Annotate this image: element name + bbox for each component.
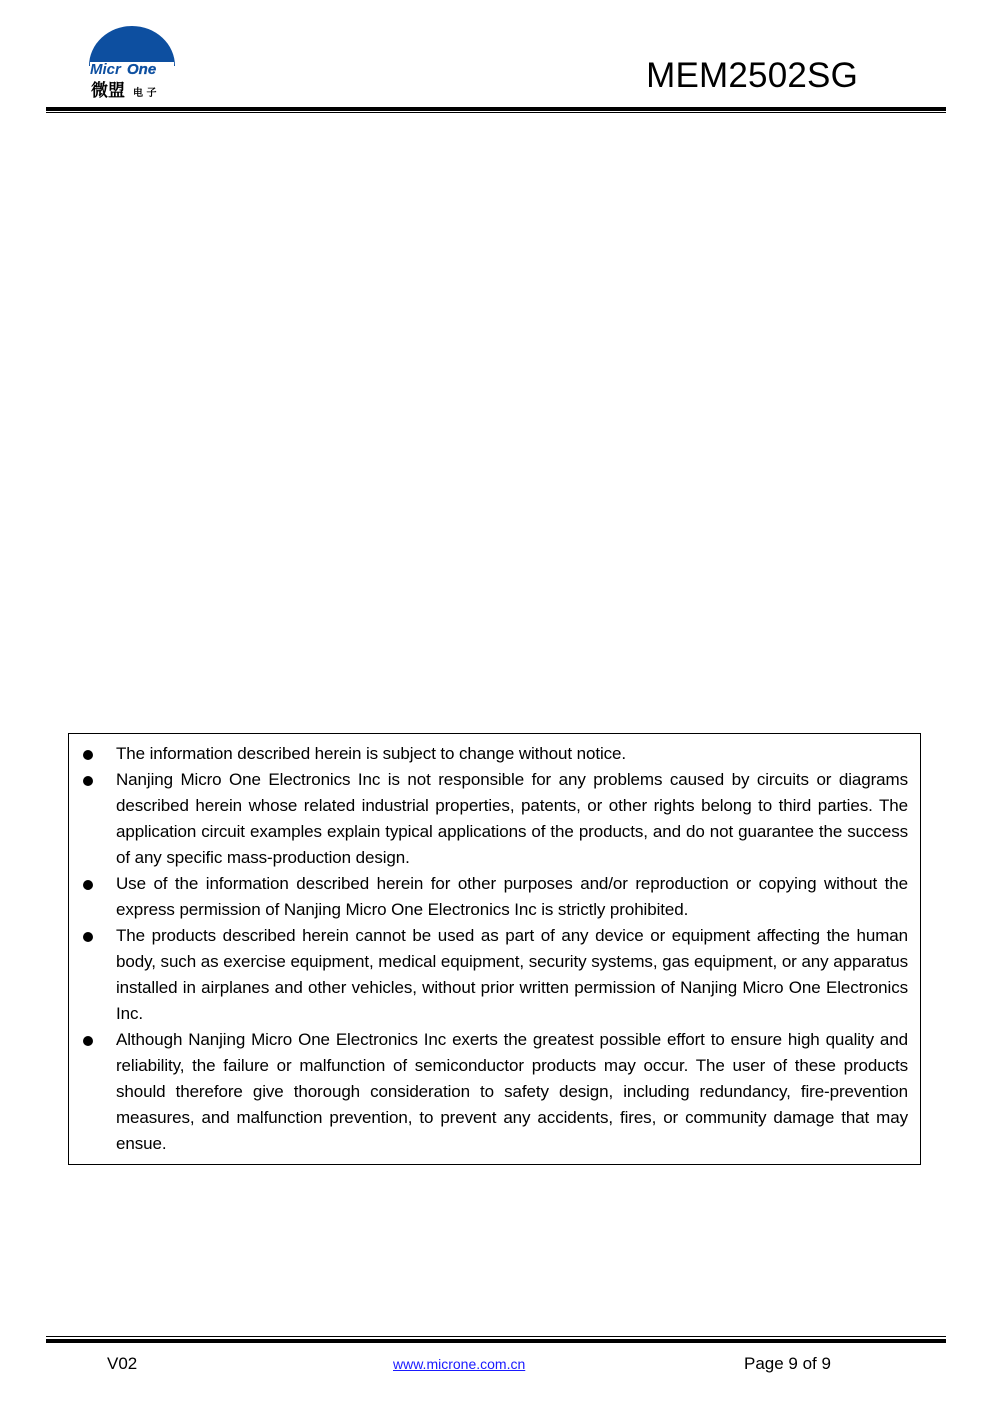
disclaimer-item bbox=[81, 1027, 908, 1157]
disclaimer-list bbox=[81, 741, 908, 1157]
disclaimer-item bbox=[81, 741, 908, 767]
company-logo bbox=[86, 22, 178, 102]
bullet-icon bbox=[83, 1036, 93, 1046]
bullet-icon bbox=[83, 750, 93, 760]
header-rule-thick bbox=[46, 107, 946, 111]
disclaimer-item bbox=[81, 871, 908, 923]
microne-logo-icon bbox=[86, 22, 178, 102]
logo-cjk-main: 微盟 bbox=[91, 81, 125, 101]
disclaimer-text: Nanjing Micro One Electronics Inc is not responsible for any problems caused by circuits or diagrams described herein whose related industrial properties, patents, or other rights belong to third parties. The application circuit examples explain typical applications of the products, and do not guarantee the success of any specific mass-production design. bbox=[116, 770, 908, 867]
logo-latin-right: One bbox=[127, 61, 157, 78]
bullet-icon bbox=[83, 880, 93, 890]
logo-dome bbox=[89, 26, 175, 66]
bullet-icon bbox=[83, 932, 93, 942]
footer-rule-thick bbox=[46, 1339, 946, 1343]
footer-rule-thin bbox=[46, 1336, 946, 1337]
disclaimer-text: Use of the information described herein for other purposes and/or reproduction or copying without the express permission of Nanjing Micro One Electronics Inc is strictly prohibited. bbox=[116, 874, 908, 919]
disclaimer-text: The products described herein cannot be used as part of any device or equipment affecting the human body, such as exercise equipment, medical equipment, security systems, gas equipment, or any apparatus installed in airplanes and other vehicles, without prior written permission of Nanjing Micro One Electronics Inc. bbox=[116, 926, 908, 1023]
logo-cjk-sub: 电 子 bbox=[133, 88, 157, 99]
page-number: Page 9 of 9 bbox=[744, 1354, 831, 1373]
document-version: V02 bbox=[107, 1354, 138, 1373]
disclaimer-item bbox=[81, 767, 908, 871]
disclaimer-text: Although Nanjing Micro One Electronics Inc exerts the greatest possible effort to ensure high quality and reliability, the failure or malfunction of semiconductor products may occur. The user of these products should therefore give thorough consideration to safety design, including redundancy, fire-prevention measures, and malfunction prevention, to prevent any accidents, fires, or community damage that may ensue. bbox=[116, 1030, 908, 1153]
bullet-icon bbox=[83, 776, 93, 786]
header-rule-thin bbox=[46, 112, 946, 113]
part-number: MEM2502SG bbox=[646, 56, 858, 95]
website-link[interactable]: www.microne.com.cn bbox=[393, 1356, 526, 1372]
disclaimer-item bbox=[81, 923, 908, 1027]
disclaimer-box bbox=[68, 733, 921, 1165]
logo-latin-left: Micr bbox=[90, 61, 121, 78]
disclaimer-text: The information described herein is subject to change without notice. bbox=[116, 744, 627, 763]
